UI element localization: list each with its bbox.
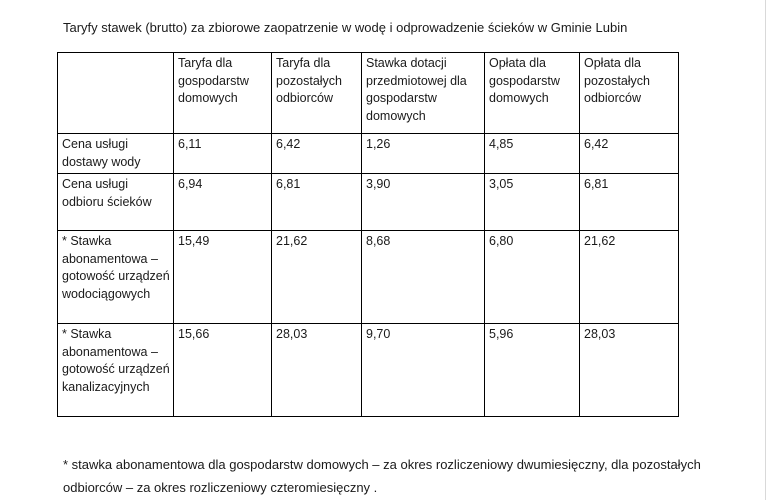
header-other-tariff: Taryfa dla pozostałych odbiorców [272,53,362,134]
header-subsidy-rate: Stawka dotacji przedmiotowej dla gospodarstw domowych [362,53,485,134]
row-label: * Stawka abonamentowa – gotowość urządzeń wodociągowych [58,231,174,324]
row-label: * Stawka abonamentowa – gotowość urządzeń kanalizacyjnych [58,324,174,417]
table-cell: 21,62 [272,231,362,324]
table-cell: 28,03 [580,324,679,417]
table-header-row [58,53,679,134]
table-row [58,134,679,174]
header-corner-cell [58,53,174,134]
document-title: Taryfy stawek (brutto) za zbiorowe zaopatrzenie w wodę i odprowadzenie ścieków w Gminie Lubin [63,20,628,35]
table-cell: 9,70 [362,324,485,417]
table-cell: 21,62 [580,231,679,324]
table-cell: 1,26 [362,134,485,174]
table-cell: 6,11 [174,134,272,174]
table-cell: 8,68 [362,231,485,324]
table-cell: 6,81 [580,174,679,231]
header-household-tariff: Taryfa dla gospodarstw domowych [174,53,272,134]
table-cell: 6,42 [580,134,679,174]
rates-table [57,52,679,417]
table-cell: 5,96 [485,324,580,417]
header-other-fee: Opłata dla pozostałych odbiorców [580,53,679,134]
table-cell: 6,42 [272,134,362,174]
header-household-fee: Opłata dla gospodarstw domowych [485,53,580,134]
table-row [58,174,679,231]
table-cell: 6,81 [272,174,362,231]
table-cell: 4,85 [485,134,580,174]
table-cell: 15,49 [174,231,272,324]
table-cell: 3,05 [485,174,580,231]
table-cell: 15,66 [174,324,272,417]
table-cell: 6,94 [174,174,272,231]
row-label: Cena usługi dostawy wody [58,134,174,174]
row-label: Cena usługi odbioru ścieków [58,174,174,231]
table-cell: 3,90 [362,174,485,231]
table-cell: 28,03 [272,324,362,417]
footnote-text: * stawka abonamentowa dla gospodarstw domowych – za okres rozliczeniowy dwumiesięczny, dla pozostałych odbiorców – za okres rozliczeniowy czteromiesięczny . [63,457,701,495]
table-row [58,324,679,417]
table-cell: 6,80 [485,231,580,324]
table-row [58,231,679,324]
